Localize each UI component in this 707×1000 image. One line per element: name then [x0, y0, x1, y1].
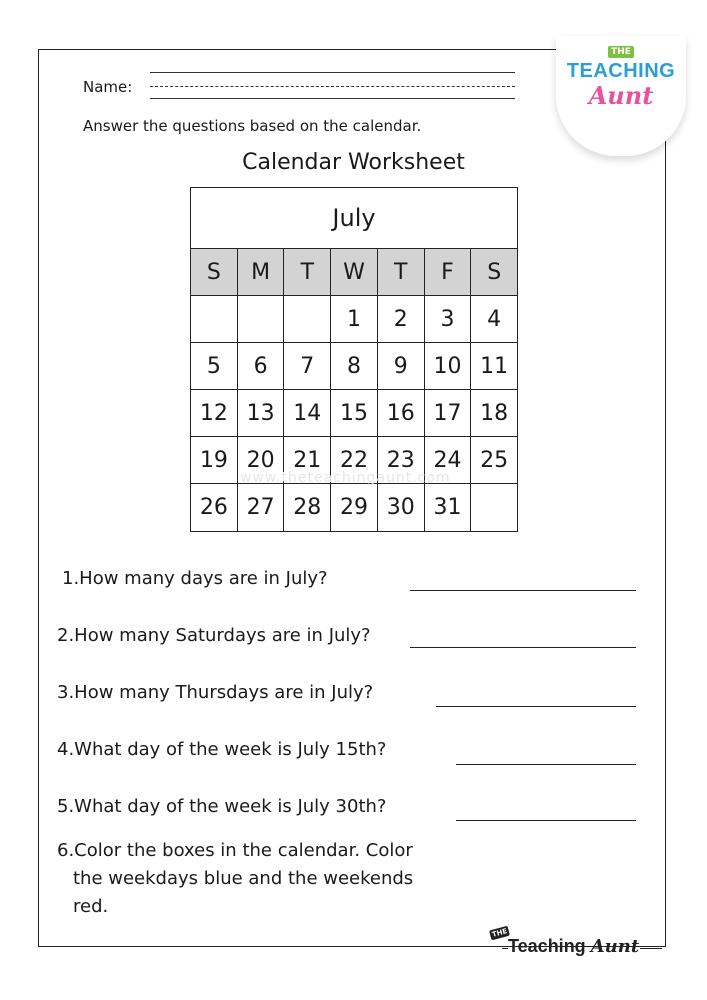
calendar-day-cell[interactable] — [191, 296, 238, 342]
footer-logo-aunt: Aunt — [590, 936, 640, 957]
calendar-day-cell[interactable]: 11 — [480, 353, 509, 379]
calendar-day-cell[interactable]: 23 — [378, 437, 425, 483]
calendar-week-row — [191, 484, 517, 531]
calendar-day-cell[interactable]: 7 — [284, 343, 331, 389]
calendar-day-cell[interactable]: 27 — [238, 484, 285, 531]
question-3: 3.How many Thursdays are in July? — [57, 682, 374, 703]
calendar-day-cell[interactable]: 12 — [191, 390, 238, 436]
answer-line-3[interactable] — [436, 706, 636, 707]
calendar-week-row — [191, 296, 517, 343]
calendar-day-cell[interactable]: 16 — [378, 390, 425, 436]
calendar-day-cell[interactable]: 6 — [238, 343, 285, 389]
calendar-day-cell[interactable] — [238, 296, 285, 342]
calendar-day-cell[interactable]: 26 — [191, 484, 238, 531]
answer-line-4[interactable] — [456, 764, 636, 765]
answer-line-2[interactable] — [410, 647, 636, 648]
calendar-day-cell[interactable]: 10 — [425, 343, 472, 389]
instructions-text: Answer the questions based on the calendar. — [83, 117, 422, 135]
weekday-header: M — [238, 249, 285, 295]
footer-logo-teaching: Teaching — [508, 936, 586, 956]
question-1: 1.How many days are in July? — [62, 568, 328, 589]
footer-logo-the: THE — [489, 926, 510, 941]
calendar-day-cell[interactable]: 1 — [331, 296, 378, 342]
calendar-day-cell[interactable]: 20 — [238, 437, 285, 483]
footer-logo — [490, 926, 668, 966]
question-6-line-1: 6.Color the boxes in the calendar. Color — [57, 840, 413, 861]
calendar-day-cell[interactable]: 24 — [425, 437, 472, 483]
calendar-day-cell[interactable] — [284, 296, 331, 342]
calendar-day-cell[interactable] — [471, 484, 517, 531]
logo-aunt: Aunt — [588, 81, 654, 110]
name-label: Name: — [83, 78, 133, 96]
name-line-top[interactable] — [150, 72, 515, 73]
teaching-aunt-logo — [556, 36, 686, 156]
calendar-day-cell[interactable]: 31 — [425, 484, 472, 531]
calendar-day-cell[interactable]: 15 — [331, 390, 378, 436]
watermark-text: www.theteachingaunt.com — [240, 470, 451, 486]
logo-the: THE — [608, 46, 634, 58]
weekday-header: S — [191, 249, 238, 295]
calendar-day-cell[interactable]: 9 — [378, 343, 425, 389]
weekday-header: F — [425, 249, 472, 295]
calendar-day-cell[interactable]: 17 — [425, 390, 472, 436]
calendar-day-cell[interactable]: 5 — [191, 343, 238, 389]
calendar-day-cell[interactable]: 22 — [331, 437, 378, 483]
weekday-header: T — [378, 249, 425, 295]
calendar-week-row — [191, 343, 517, 390]
calendar-day-cell[interactable]: 2 — [378, 296, 425, 342]
calendar-day-cell[interactable]: 19 — [191, 437, 238, 483]
calendar-day-cell[interactable]: 14 — [284, 390, 331, 436]
question-4: 4.What day of the week is July 15th? — [57, 739, 387, 760]
calendar-day-cell[interactable]: 8 — [331, 343, 378, 389]
calendar-day-cell[interactable]: 18 — [480, 400, 509, 426]
calendar-day-cell[interactable]: 4 — [487, 306, 502, 332]
question-6-line-2: the weekdays blue and the weekends — [73, 868, 414, 889]
calendar-day-cell[interactable]: 30 — [378, 484, 425, 531]
question-2: 2.How many Saturdays are in July? — [57, 625, 371, 646]
logo-teaching: TEACHING — [566, 60, 676, 82]
question-5: 5.What day of the week is July 30th? — [57, 796, 387, 817]
calendar-day-cell[interactable]: 13 — [238, 390, 285, 436]
weekday-header: S — [487, 259, 502, 285]
question-6-line-3: red. — [73, 896, 109, 917]
answer-line-1[interactable] — [410, 590, 636, 591]
calendar-month: July — [191, 188, 517, 249]
calendar-day-cell[interactable]: 29 — [331, 484, 378, 531]
calendar-week-row — [191, 390, 517, 437]
footer-logo-line-right — [640, 948, 662, 949]
answer-line-5[interactable] — [456, 820, 636, 821]
calendar-day-cell[interactable]: 25 — [480, 447, 509, 473]
footer-logo-text — [508, 936, 639, 957]
weekday-header-row — [191, 249, 517, 296]
name-line-bottom — [150, 98, 515, 99]
weekday-header: T — [284, 249, 331, 295]
calendar-day-cell[interactable]: 21 — [284, 437, 331, 483]
name-line-dashed — [150, 86, 515, 87]
calendar-day-cell[interactable]: 28 — [284, 484, 331, 531]
weekday-header: W — [331, 249, 378, 295]
calendar-day-cell[interactable]: 3 — [425, 296, 472, 342]
worksheet-title: Calendar Worksheet — [242, 150, 465, 175]
